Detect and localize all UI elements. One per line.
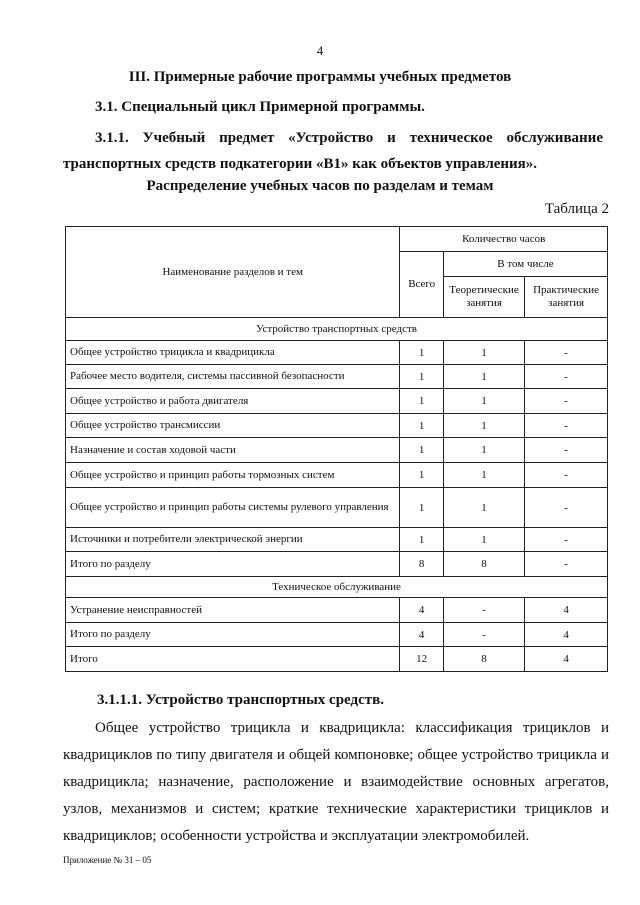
table-row — [66, 389, 608, 414]
row-name: Рабочее место водителя, системы пассивной безопасности — [66, 365, 400, 389]
row-name: Источники и потребители электрической энергии — [66, 528, 400, 552]
header-name: Наименование разделов и тем — [66, 227, 400, 318]
row-total: 1 — [400, 438, 443, 463]
row-theory: 1 — [443, 463, 524, 488]
row-total: 1 — [400, 488, 443, 528]
row-practice: - — [525, 365, 608, 389]
row-name: Общее устройство трицикла и квадрицикла — [66, 341, 400, 365]
row-practice: - — [525, 341, 608, 365]
header-practice: Практические занятия — [525, 277, 608, 318]
row-practice: - — [525, 389, 608, 414]
row-practice: 4 — [525, 598, 608, 623]
row-theory: 1 — [443, 414, 524, 438]
table-label: Таблица 2 — [544, 201, 609, 217]
row-total: 1 — [400, 414, 443, 438]
row-practice: - — [525, 438, 608, 463]
row-name: Итого по разделу — [66, 623, 400, 647]
row-total: 12 — [400, 647, 443, 672]
row-theory: 8 — [443, 552, 524, 577]
row-total: 1 — [400, 463, 443, 488]
row-theory: 1 — [443, 528, 524, 552]
section-header: Устройство транспортных средств — [66, 318, 608, 341]
row-name: Общее устройство и принцип работы системы рулевого управления — [66, 488, 400, 528]
row-theory: 1 — [443, 341, 524, 365]
row-practice: 4 — [525, 623, 608, 647]
table-row — [66, 341, 608, 365]
hours-table — [65, 226, 608, 672]
row-total: 1 — [400, 341, 443, 365]
row-practice: - — [525, 528, 608, 552]
row-total: 1 — [400, 528, 443, 552]
section-title: III. Примерные рабочие программы учебных предметов — [128, 69, 512, 85]
table-row — [66, 623, 608, 647]
row-name: Общее устройство трансмиссии — [66, 414, 400, 438]
row-total: 8 — [400, 552, 443, 577]
row-theory: 1 — [443, 389, 524, 414]
table-row — [66, 598, 608, 623]
table-row — [66, 463, 608, 488]
header-total: Всего — [400, 252, 443, 318]
row-total: 1 — [400, 365, 443, 389]
section-header: Техническое обслуживание — [66, 577, 608, 598]
article-title: 3.1.1.1. Устройство транспортных средств. — [97, 692, 384, 708]
row-theory: 1 — [443, 365, 524, 389]
row-total: 4 — [400, 623, 443, 647]
header-theory: Теоретические занятия — [443, 277, 524, 318]
table-row — [66, 414, 608, 438]
row-total: 1 — [400, 389, 443, 414]
header-including: В том числе — [443, 252, 607, 277]
header-quantity: Количество часов — [400, 227, 608, 252]
row-theory: - — [443, 623, 524, 647]
table-row — [66, 528, 608, 552]
row-practice: - — [525, 488, 608, 528]
row-theory: 1 — [443, 438, 524, 463]
row-practice: 4 — [525, 647, 608, 672]
row-name: Назначение и состав ходовой части — [66, 438, 400, 463]
table-row — [66, 552, 608, 577]
row-total: 4 — [400, 598, 443, 623]
row-practice: - — [525, 552, 608, 577]
table-row-total — [66, 647, 608, 672]
row-practice: - — [525, 463, 608, 488]
footer: Приложение № 31 – 05 — [63, 855, 152, 865]
row-name: Итого — [66, 647, 400, 672]
table-row — [66, 488, 608, 528]
row-theory: - — [443, 598, 524, 623]
row-name: Устранение неисправностей — [66, 598, 400, 623]
table-row — [66, 438, 608, 463]
row-name: Общее устройство и принцип работы тормозных систем — [66, 463, 400, 488]
row-practice: - — [525, 414, 608, 438]
subsection-title: 3.1. Специальный цикл Примерной программы. — [95, 99, 425, 115]
distribution-title: Распределение учебных часов по разделам и темам — [146, 178, 494, 194]
row-name: Итого по разделу — [66, 552, 400, 577]
article-text: Общее устройство трицикла и квадрицикла: классификация трициклов и квадрициклов по типу двигателя и общей компоновке; общее устройство трицикла и квадрицикла; назначение, расположение и взаимодействие основных агрегатов, узлов, механизмов и систем; краткие технические характеристики трициклов и квадрициклов; особенности устройства и эксплуатации электромобилей. — [63, 720, 609, 844]
row-name: Общее устройство и работа двигателя — [66, 389, 400, 414]
table-row — [66, 365, 608, 389]
subject-title: 3.1.1. Учебный предмет «Устройство и техническое обслуживание транспортных средств подкатегории «B1» как объектов управления». — [63, 130, 603, 172]
row-theory: 8 — [443, 647, 524, 672]
page-number: 4 — [316, 43, 324, 58]
row-theory: 1 — [443, 488, 524, 528]
